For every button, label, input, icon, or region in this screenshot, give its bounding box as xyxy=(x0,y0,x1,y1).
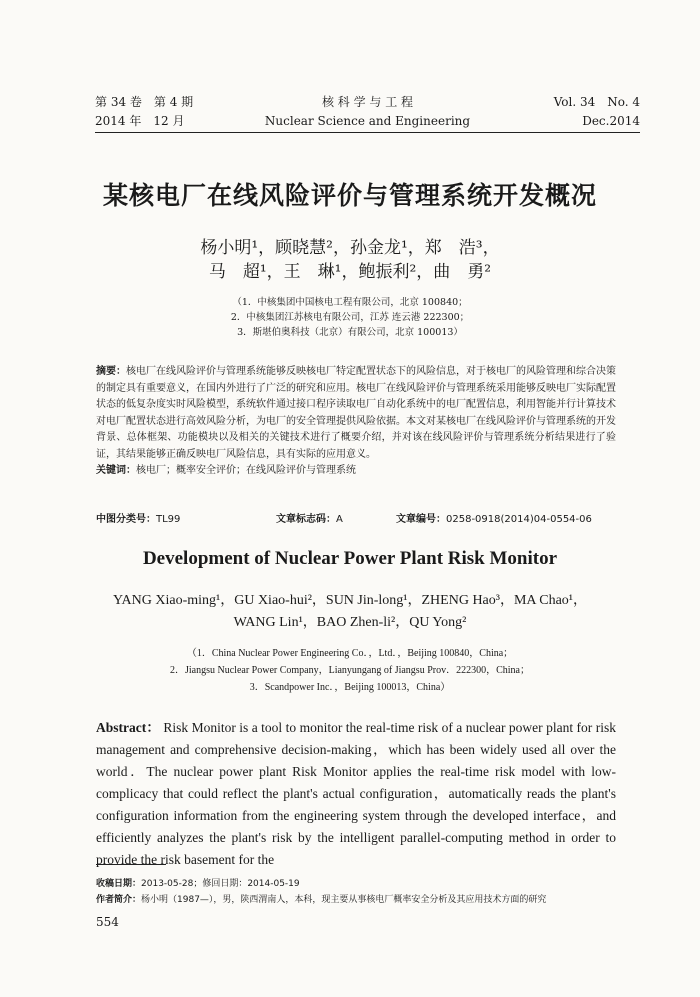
received-label: 收稿日期： xyxy=(96,879,142,889)
page-number: 554 xyxy=(96,915,119,929)
header-rule xyxy=(95,132,640,133)
en-affiliations xyxy=(0,645,700,696)
cn-abstract-label: 摘要： xyxy=(96,366,126,377)
article-no-label: 文章编号： xyxy=(396,514,446,525)
clc xyxy=(96,510,180,525)
header-vol-en xyxy=(554,93,640,131)
cn-keywords-label: 关键词： xyxy=(96,465,136,476)
en-abstract xyxy=(96,717,616,871)
cn-authors-line2: 马 超¹，王 琳¹，鲍振利²，曲 勇² xyxy=(208,262,492,282)
en-affil-2: 2．Jiangsu Nuclear Power Company，Lianyungang of Jiangsu Prov．222300，China； xyxy=(170,665,530,676)
cn-affiliations xyxy=(0,295,700,340)
cn-authors xyxy=(0,236,700,284)
footnote xyxy=(96,876,656,908)
received-text: 2013-05-28；修回日期：2014-05-19 xyxy=(141,879,300,889)
header-left-line2: 2014 年 12 月 xyxy=(95,114,185,128)
bio-label: 作者简介： xyxy=(96,895,142,905)
cn-title: 某核电厂在线风险评价与管理系统开发概况 xyxy=(102,181,597,210)
cn-affil-2: 2．中核集团江苏核电有限公司，江苏 连云港 222300； xyxy=(230,312,470,323)
en-affil-1: （1．China Nuclear Power Engineering Co．，Ltd．，Beijing 100840，China； xyxy=(186,648,514,659)
bio-text: 杨小明（1987—），男，陕西渭南人，本科，现主要从事核电厂概率安全分析及其应用技术方面的研究 xyxy=(141,895,547,905)
article-no-value: 0258-0918(2014)04-0554-06 xyxy=(446,514,592,525)
doc-code-label: 文章标志码： xyxy=(276,514,336,525)
header-journal-cn: 核 科 学 与 工 程 xyxy=(321,95,414,109)
en-abstract-label: Abstract： xyxy=(96,720,160,735)
article-no xyxy=(396,510,592,525)
en-abstract-text: Risk Monitor is a tool to monitor the real-time risk of a nuclear power plant for risk management and comprehensive decision-making，which has been widely used all over the world．The nuclear power plant Risk Monitor applies the real-time risk model with low-complicacy that could reflect the plant's actual configuration，automatically reads the plant's configuration information from the engineering system through the developed interface，and efficiently analyzes the plant's risk by the intelligent parallel-computing method in order to provide the risk basement for the xyxy=(96,720,616,867)
clc-label: 中图分类号： xyxy=(96,514,156,525)
en-authors xyxy=(0,590,700,634)
running-header xyxy=(95,93,640,133)
en-affil-3: 3．Scandpower Inc．，Beijing 100013，China） xyxy=(249,682,451,693)
doc-code-value: A xyxy=(336,514,343,525)
cn-abstract-text: 核电厂在线风险评价与管理系统能够反映核电厂特定配置状态下的风险信息，对于核电厂的风险管理和综合决策的制定具有重要意义，在国内外进行了广泛的研究和应用。核电厂在线风险评价与管理系统采用能够反映电厂实际配置状态的低复杂度实时风险模型，系统软件通过接口程序读取电厂自动化系统中的电厂配置信息，利用智能并行计算技术对电厂配置状态进行高效风险分析，为电厂的安全管理提供风险依据。本文对某核电厂在线风险评价与管理系统的开发背景、总体框架、功能模块以及相关的关键技术进行了概要介绍，并对该在线风险评价与管理系统分析结果进行了验证，其结果能够正确反映电厂风险信息，具有实际的应用意义。 xyxy=(96,366,616,460)
cn-keywords-text: 核电厂；概率安全评价；在线风险评价与管理系统 xyxy=(136,465,356,476)
en-authors-line1: YANG Xiao-ming¹，GU Xiao-hui²，SUN Jin-long¹，ZHENG Hao³，MA Chao¹， xyxy=(112,593,587,608)
clc-value: TL99 xyxy=(156,514,181,525)
author-bio xyxy=(96,892,656,908)
cn-affil-1: （1．中核集团中国核电工程有限公司，北京 100840； xyxy=(232,297,468,308)
cn-keywords xyxy=(96,463,616,480)
cn-affil-3: 3．斯堪伯奥科技（北京）有限公司，北京 100013） xyxy=(237,327,463,338)
cn-authors-line1: 杨小明¹，顾晓慧²，孙金龙¹，郑 浩³， xyxy=(200,238,500,258)
en-authors-line2: WANG Lin¹，BAO Zhen-li²，QU Yong² xyxy=(233,615,467,630)
en-title: Development of Nuclear Power Plant Risk Monitor xyxy=(142,548,558,569)
doc-code xyxy=(276,510,343,525)
header-journal-en: Nuclear Science and Engineering xyxy=(264,114,471,128)
footnote-rule xyxy=(96,864,166,865)
cn-abstract xyxy=(96,364,616,480)
header-right-line2: Dec.2014 xyxy=(582,114,640,128)
received-date xyxy=(96,876,656,892)
header-right-line1: Vol. 34 No. 4 xyxy=(553,95,640,109)
header-left-line1: 第 34 卷 第 4 期 xyxy=(95,95,194,109)
